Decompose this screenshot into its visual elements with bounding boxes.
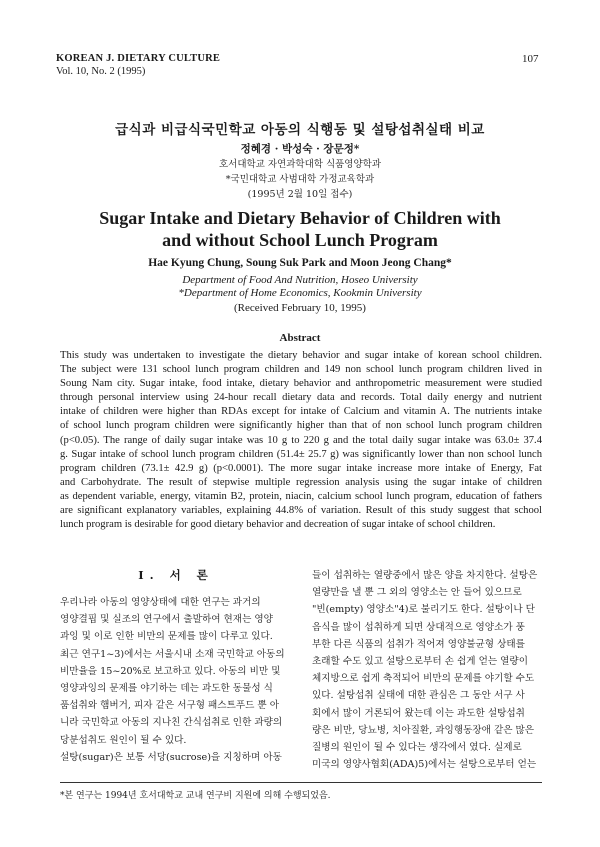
body-line: 있다. 설탕섭취 실태에 대한 관심은 그 동안 서구 사	[312, 690, 525, 702]
body-line: 품섭취와 햄버거, 피자 같은 서구형 패스트푸드 뿐 아	[60, 700, 280, 712]
body-line: "빈(empty) 영양소"4)로 불리기도 한다. 설탕이나 단	[312, 604, 535, 616]
body-line: 들이 섭취하는 열량중에서 많은 양을 차지한다. 설탕은	[312, 570, 538, 581]
introduction-heading: I. 서 론	[138, 568, 214, 582]
abstract-line: intake of children were higher than RDAs except for intake of Calcium and vitamin A. The nutrients intake	[60, 406, 542, 418]
body-line: 설탕(sugar)은 보통 서당(sucrose)을 지칭하며 아동	[60, 751, 282, 763]
abstract-line: lunch program is desirable for good dietary behavior and decreation of sugar intake of school children.	[60, 519, 496, 531]
abstract-line: as dependent variable, energy, vitamin B2, protein, niacin, calcium school lunch program, education of fathers	[60, 490, 542, 502]
body-line: 음식을 많이 섭취하게 되면 상대적으로 영양소가 풍	[312, 621, 525, 633]
abstract-line: of school lunch program children were significantly higher than that of non school lunch program children	[60, 420, 542, 432]
korean-affiliation-2: *국민대학교 사범대학 가정교육학과	[225, 174, 375, 185]
body-line: 비만율을 15~20%로 보고하고 있다. 아동의 비만 및	[60, 665, 281, 677]
abstract-line: are significant explanatory variables, explaining 44.8% of variation. Result of this study suggest that school	[60, 505, 542, 517]
body-line: 미국의 영양사협회(ADA)5)에서는 설탕으로부터 얻는	[312, 759, 537, 771]
body-line: 회에서 많이 거론되어 왔는데 이는 과도한 설탕섭취	[312, 707, 525, 719]
body-line: 당분섭취도 원인이 될 수 있다.	[60, 734, 187, 746]
korean-affiliation-1: 호서대학교 자연과학대학 식품영양학과	[218, 159, 382, 170]
footnote-divider	[60, 782, 542, 783]
korean-received-date: (1995년 2월 10일 접수)	[247, 189, 353, 200]
body-line: 량은 비만, 당뇨병, 치아질환, 과잉행동장애 같은 많은	[312, 724, 535, 736]
english-received-date: (Received February 10, 1995)	[234, 302, 366, 314]
english-title-line-2: and without School Lunch Program	[162, 230, 438, 250]
body-line: 부한 다른 식품의 섭취가 적어져 영양불균형 상태를	[312, 638, 525, 650]
abstract-line: g. Sugar intake of school lunch program children (51.4± 25.7 g) was significantly lower than non school lunch	[60, 448, 542, 460]
abstract-line: Soung Nam city. Sugar intake, food intake, dietary behavior and anthropometric measurement were studied	[60, 378, 542, 390]
abstract-line: The subject were 131 school lunch program children and 149 non school lunch program children lived in	[60, 364, 542, 376]
english-affiliation-2: *Department of Home Economics, Kookmin University	[178, 287, 422, 299]
introduction-right-column	[312, 567, 544, 773]
body-line: 최근 연구1~3)에서는 서울시내 소재 국민학교 아동의	[60, 648, 285, 660]
body-line: 초래할 수도 있고 설탕으로부터 손 쉽게 얻는 열량이	[312, 656, 528, 668]
journal-volume: Vol. 10, No. 2 (1995)	[56, 66, 146, 77]
body-line: 체지방으로 쉽게 축적되어 비만의 문제를 야기할 수도	[312, 673, 535, 685]
abstract-body	[60, 349, 542, 532]
english-title	[40, 207, 560, 251]
abstract-line: program children (73.1± 42.9 g) (p<0.0001). The more sugar intake increase more intake of Energy, Fat	[60, 462, 542, 474]
body-line: 질병의 원인이 될 수 있다는 생각에서 였다. 실제로	[312, 742, 522, 754]
english-authors: Hae Kyung Chung, Soung Suk Park and Moon Jeong Chang*	[148, 257, 452, 269]
body-line: 영양결핍 및 실조의 연구에서 출발하여 현재는 영양	[60, 614, 273, 626]
abstract-heading: Abstract	[279, 332, 321, 344]
body-line: 열량만을 낼 뿐 그 외의 영양소는 안 들어 있으므로	[312, 587, 522, 599]
journal-name: KOREAN J. DIETARY CULTURE	[56, 53, 221, 64]
body-line: 과잉 및 이로 인한 비만의 문제를 많이 다루고 있다.	[60, 631, 273, 643]
english-title-line-1: Sugar Intake and Dietary Behavior of Children with	[99, 208, 501, 228]
abstract-line: and Carbohydrate. The result of stepwise multiple regression analysis using the sugar intake of children	[60, 476, 542, 488]
body-line: 영양과잉의 문제를 야기하는 데는 과도한 동물성 식	[60, 683, 273, 695]
abstract-line: (p<0.05). The range of daily sugar intake was 10 g to 220 g and the total daily sugar intake was 63.0± 37.4	[60, 434, 542, 446]
page-number: 107	[522, 53, 539, 65]
english-affiliation-1: Department of Food And Nutrition, Hoseo University	[182, 274, 418, 286]
korean-authors: 정혜경 · 박성숙 · 장문정*	[240, 143, 360, 155]
body-line: 니라 국민학교 아동의 지나친 간식섭취로 인한 과량의	[60, 717, 283, 729]
abstract-line: This study was undertaken to investigate the dietary behavior and sugar intake of korean school children.	[60, 350, 542, 361]
abstract-line: through personal interview using 24-hour recall dietary data and records. Total daily energy and nutrient	[60, 392, 542, 404]
footnote: *본 연구는 1994년 호서대학교 교내 연구비 지원에 의해 수행되었음.	[60, 791, 331, 801]
body-line: 우리나라 아동의 영양상태에 대한 연구는 과거의	[60, 597, 261, 608]
introduction-left-column	[60, 594, 292, 766]
korean-title: 급식과 비급식국민학교 아동의 식행동 및 설탕섭취실태 비교	[115, 122, 485, 138]
